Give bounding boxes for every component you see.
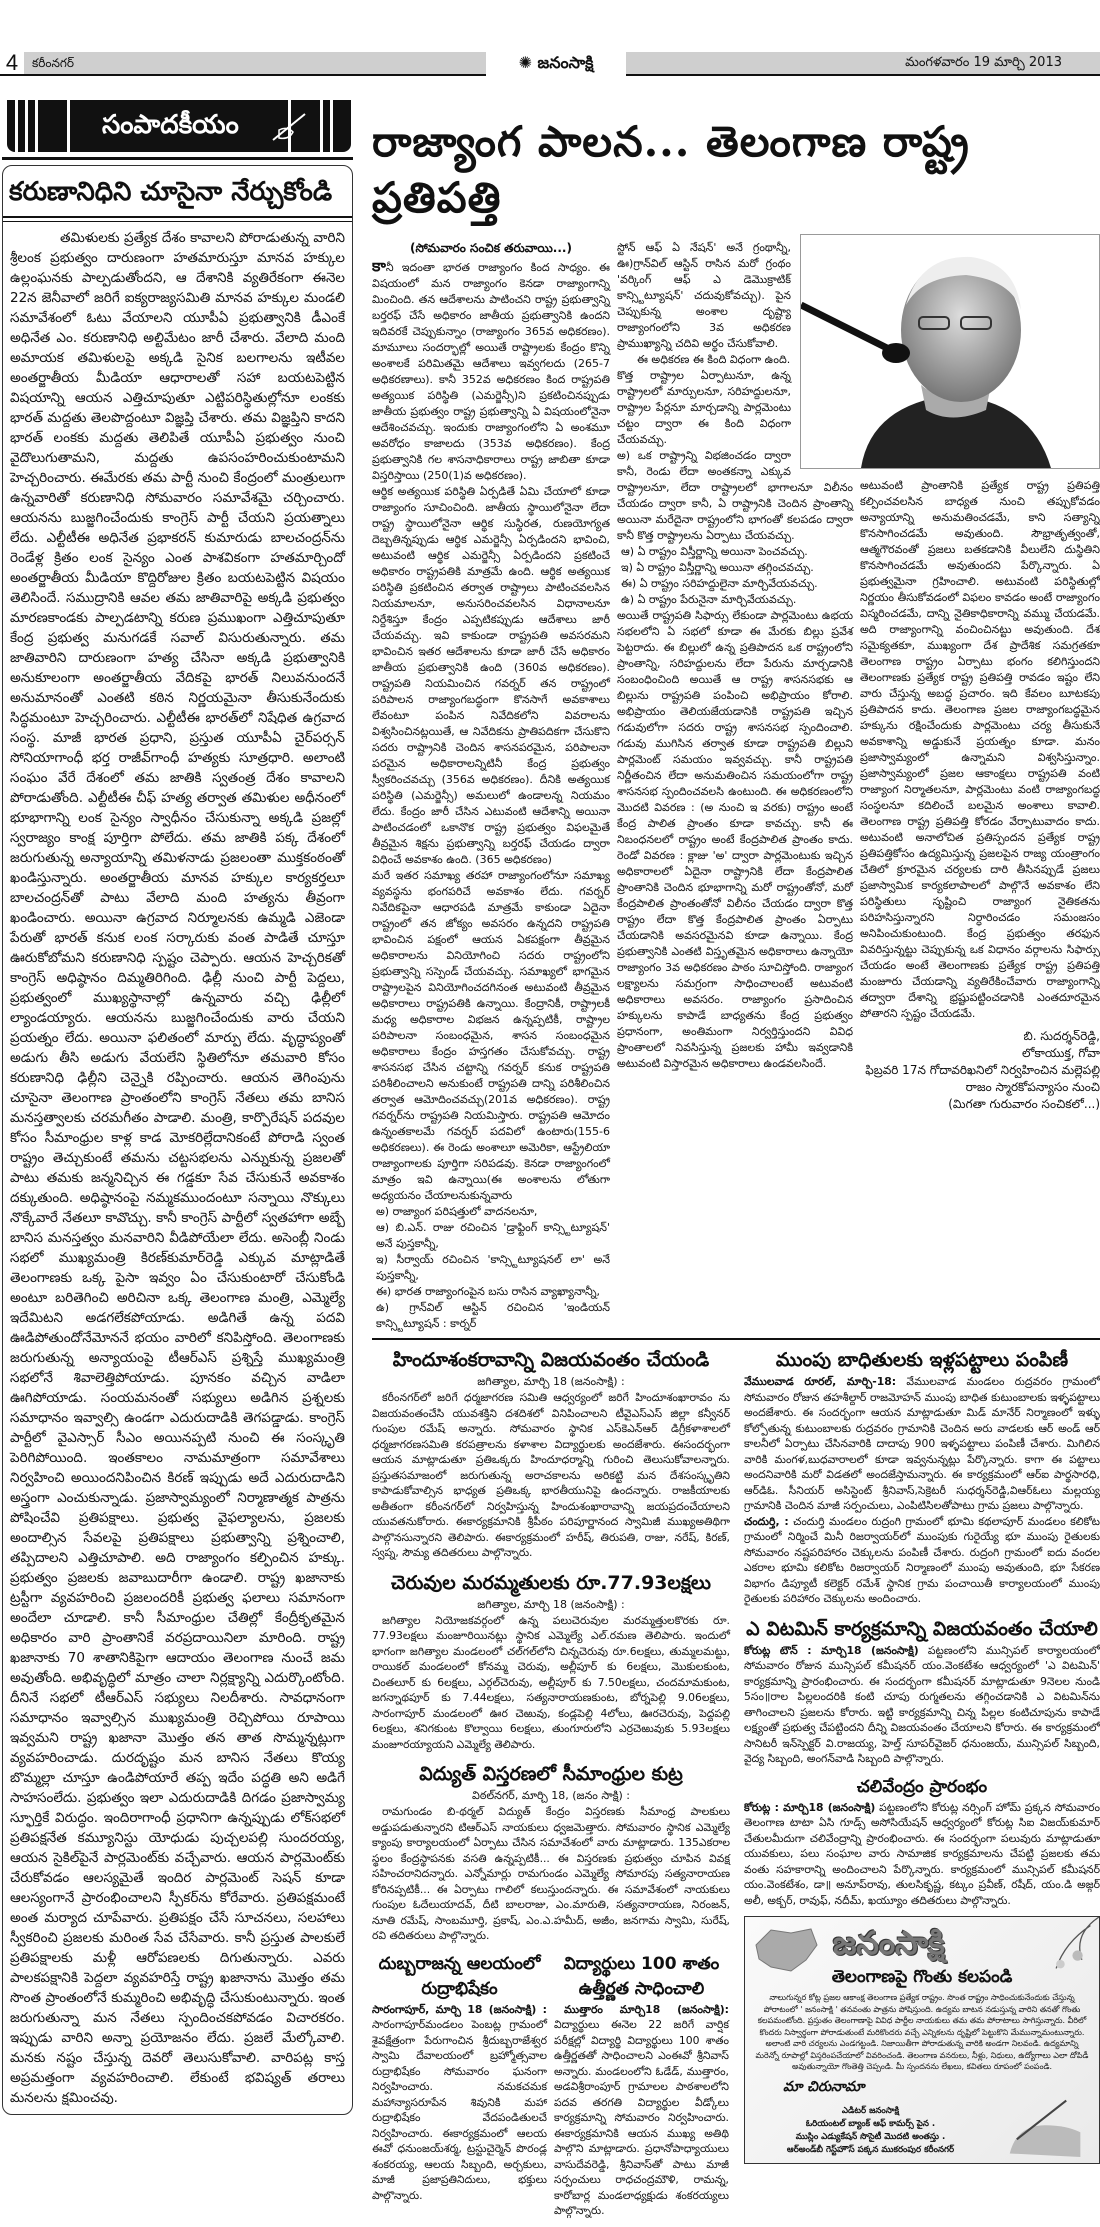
news-story	[372, 1346, 730, 1561]
advert-address	[753, 2105, 988, 2157]
news-story	[554, 1952, 729, 2219]
paragraph: ఈ అధికరణ ఈ కింది విధంగా ఉంది.	[637, 353, 791, 366]
news-headline: చలివేంద్రం ప్రారంభం	[856, 1776, 988, 1797]
news-dateline: కోరుట్ల టౌన్ : మార్చి18 (జనంసాక్షి)	[744, 1643, 919, 1657]
janamsakshi-advert	[744, 1916, 1100, 2164]
author-name: బి. సుదర్శన్‌రెడ్డి,	[1023, 1029, 1100, 1043]
paragraph-text: నీ ఇదంతా భారత రాజ్యాంగం కింద సాధ్యం. ఈ విషయంలో మన రాజ్యాంగం కెనడా రాజ్యాంగాన్ని మించింది. తన ఆదేశాలను పాటించని రాష్ట్ర ప్రభుత్వాన్ని బర్తరఫ్ చేసే అధికారం జాతీయ ప్రభుత్వానికి ఉందని ఇదివరకే చెప్పుకున్నాం (రాజ్యాంగం 365వ అధికరణం). మామూలు సందర్భాల్లో అయితే రాష్ట్రాలకు కేంద్రం కొన్ని అంశాలకే పరిమితమై ఆదేశాలు ఇవ్వగలదు (265-7 అధికరణాలు). కానీ 352వ అధికరణం కింద రాష్ట్రపతి అత్యయిక పరిస్థితి (ఎమర్జెన్సీ)ని ప్రకటించినప్పుడు జాతీయ ప్రభుత్వం రాష్ట్ర ప్రభుత్వాన్ని ఏ విషయంలోనైనా ఆదేశించవచ్చు. ఇందుకు రాజ్యాంగంలోని ఏ అంశమూ అవరోధం కాజాలదు (353వ అధికరణం). కేంద్ర ప్రభుత్వానికి గల శాసనాధికారాలు రాష్ట్ర జాబితా కూడా విస్తరిస్తాయి (250(1)వ అధికరణం).	[372, 261, 610, 482]
paragraph: కరీంనగర్‌లో జరిగే ధర్మజాగరణ సమితి ఆధ్వర్యంలో జరిగే హిందూశంఖారావం ను విజయవంతంచేసి యువశక్తిని దశదిశలో వినిపించాలని టీవైఎస్ఎస్ జిల్లా కన్వీనర్ గుంపుల రమేష్ అన్నారు. సోమవారం స్థానిక ఎస్‌కెఎన్‌ఆర్ డిగ్రీకళాశాలలో ధర్మజాగరణసమితి కరపత్రాలను కళాశాల విద్యార్థులకు అందజేశారు. ఈసందర్భంగా ఆయన మాట్లాడుతూ ప్రతిఒక్కరు హిందూధర్మాన్ని గురించి తెలుసుకోవాలన్నారు. ప్రస్తుతసమాజంలో జరుగుతున్న అరాచకాలను అరికట్టి మన దేశసంస్కృతిని కాపాడుకోవాల్సిన భాధ్యత ప్రతిఒక్క భారతీయునిపై ఉందన్నారు. రాజకీయాలకు అతీతంగా కరీంనగర్‌లో నిర్వహిస్తున్న హిందుశంఖారావాన్ని జయప్రదంచేయాలని యువతనుకోరారు. ఈకార్యక్రమానికి శ్రీపీఠం పరిపూర్ణానంద స్వామిజీ ముఖ్యఅతిథిగా పాల్గొనసున్నారని తెలిపారు. ఈకార్యక్రమంలో హరీష్, తిరుపతి, రాజు, నరేష్, కిరణ్, స్వప్న, సౌమ్య తదితరులు పాల్గొన్నారు.	[372, 1391, 730, 1559]
list-item: ఉ) ఏ రాష్ట్రం పేరునైనా మార్చివేయవచ్చు.	[621, 593, 797, 606]
paragraph: అటువంటి ప్రాంతానికి ప్రత్యేక రాష్ట్ర ప్రతిపత్తి కల్పించవలసిన బాధ్యత నుంచి తప్పుకోవడం అన్యాయాన్ని అనుమతించడమే, కాని సత్యాన్ని కొనసాగించడమే అవుతుంది. సౌభ్రాతృత్వంతో, ఆత్మగౌరవంతో ప్రజలు బతకడానికి వీలులేని దుస్థితిని కొనసాగించడమే అవుతుందని పేర్కొన్నారు. ఏ ప్రభుత్వమైనా గ్రహించాలి. అటువంటి పరిస్థితుల్లో నిర్ణయం తీసుకోవడంలో విఫలం కావడం అంటే రాజ్యాంగం విస్మరించడమే, దాన్ని నైతికాధికారాన్ని వమ్ము చేయడమే. అది రాజ్యాంగాన్ని వంచించినట్టు అవుతుంది. దేశ సమైక్యతకూ, ముఖ్యంగా దేశ ప్రాదేశిక సమగ్రతకూ తెలంగాణ రాష్ట్రం ఏర్పాటు భంగం కలిగిస్తుందని తెలంగాణకు ప్రత్యేక రాష్ట్ర ప్రతిపత్తి రావడం ఇష్టం లేని వారు చేస్తున్న అబద్ధ ప్రచారం. ఇది కేవలం బూటకపు ప్రతిపాదన కాదు. తెలంగాణ ప్రజల రాజ్యాంగబద్ధమైన హక్కును రక్షించేందుకు పార్లమెంటు చర్య తీసుకునే అవకాశాన్ని అడ్డుకునే ప్రయత్నం కూడా. మనం ప్రజాస్వామ్యంలో ఉన్నామని విశ్వసిస్తున్నాం. ప్రజాస్వామ్యంలో ప్రజల ఆకాంక్షలు రాష్ట్రపతి వంటి రాజ్యాంగ నిర్మాతలనూ, పార్లమెంటు వంటి రాజ్యాంగబద్ధ సంస్థలనూ కదిలించే బలమైన అంశాలు కావాలి. తెలంగాణ రాష్ట్ర ప్రతిపత్తి కోరడం వేర్పాటువాదం కాదు. అటువంటి అనాలోచిత ప్రతిస్పందన ప్రత్యేక రాష్ట్ర ప్రతిపత్తికోసం ఉద్యమిస్తున్న ప్రజలపైన రాజ్య యంత్రాంగం చేతిలో క్రూరమైన చర్యలకు దారి తీసినప్పుడే ప్రజలు ప్రజాస్వామిక కార్యకలాపాలలో పాల్గొనే అవకాశం లేని పరిస్థితులు సృష్టించి రాజ్యాంగ నైతికతను పరిహసిస్తున్నారని నిర్ధారించడం సమంజసం అనిపించుకుంటుంది. కేంద్ర ప్రభుత్వం తరఫున వివరిస్తున్నట్టు చెప్పుకున్న ఒక విధానం వర్గాలను సిఫార్సు చేయడం అంటే తెలంగాణకు ప్రత్యేక రాష్ట్ర ప్రతిపత్తి మంజూరు చేయడాన్ని వ్యతిరేకించేవారు రాజ్యాంగాన్ని తద్వారా దేశాన్ని భ్రష్టుపట్టించడానికి ఎంతదూరమైన పోతారని స్పష్టం చేయడమే.	[860, 479, 1100, 1020]
paragraph-text: పట్టణంలోని కోరుట్ల నర్సింగ్ హోమ్ ప్రక్కన సోమవారం తెలంగాణ టాటా ఏసి గూడ్స్ అసోసియేషన్ ఆధ్వర్యంలో కోరుట్ల సిఐ విజయ్‌కుమార్ చేతులమీదుగా చలివేంద్రాన్ని ప్రారంభించారు. ఈ సందర్భంగా పలువురు మాట్లాడుతూ యువకులు, పలు సంఘాల వారు సామాజిక కార్యక్రమాలను చేపట్టి ప్రజలకు తమ వంతు సహకారాన్ని అందించాలని పేర్కొన్నారు. కార్యక్రమంలో మున్సిపల్ కమీషనర్ యం.వెంకటేశం, డా॥ అనూప్‌రావు, తులసికృష్ణ, కట్కం ప్రవీణ్, రషీద్, యం.డి అజ్గర్ అలీ, అక్బర్, రావుఫ్, నదీమ్, ఖయ్యూం తదితరులు పాల్గొన్నారు.	[744, 1800, 1100, 1907]
main-headline: రాజ్యాంగ పాలన... తెలంగాణ రాష్ట్ర ప్రతిపత్తి	[372, 117, 970, 222]
news-headline: చెరువుల మరమ్మతులకు రూ.77.93లక్షలు	[391, 1571, 711, 1594]
paragraph: రామగుండం బి-థర్మల్ విద్యుత్ కేంద్రం విస్తరణకు సీమాంధ్ర పాలకులు అడ్డుపడుతున్నారని టిఆర్‌ఎస్ నాయకులు ధ్వజమెత్తారు. సోమవారం స్థానిక ఎమ్మెల్యే క్యాంపు కార్యాలయంలో ఏర్పాటు చేసిన సమావేశంలో వారు మాట్లాడారు. 135ఎకరాల స్థలం కేంద్రస్థాపనకు వసతి ఉన్నప్పటికీ... ఈ విస్తరణకు ప్రభుత్వం చూపిన వివక్ష సహించరానిదన్నారు. ఎన్నోమార్లు రామగుండం ఎమ్మెల్యే సోమారపు సత్యనారాయణ కోరినప్పటికీ... ఈ ఏర్పాటు గాలిలో కలుస్తుందన్నారు. ఈ సమావేశంలో నాయకులు గుంపుల ఓదేలుయాదవ్, దీటి బాలరాజు, ఎం.మారుతి, సత్యనారాయణ, నిరంజన్, నూతి రమేష్, సాంబమూర్తి, ప్రకాష్, ఎం.ఎ.హమీద్, అజీం, జనగామ స్వామి, సురేష్, రవి తదితరులు పాల్గొన్నారు.	[372, 1805, 730, 1942]
news-story	[744, 1775, 1100, 1909]
paragraph-text: పట్టణంలోని మున్సిపల్ కార్యాలయంలో సోమవారం రోజున మున్సిపల్ కమీషనర్ యం.వెంకటేశం ఆధ్వర్యంలో 'ఎ విటమిన్' కార్యక్రమాన్ని ప్రారంభించారు. ఈ సందర్భంగా కమీషనర్ మాట్లాడుతూ 9నెలల నుండి 5సం॥రాల పిల్లలందరికి కంటి చూపు రుగ్మతలను తగ్గించడానికి ఎ విటమిన్‌ను తాగించాలని ప్రజలను కోరారు. ఇట్టి కార్యక్రమాన్ని చిన్న పిల్లల కంటిచూపును కాపాడే లక్ష్యంతో ప్రభుత్వ చేపట్టిందని దీన్ని విజయవంతం చేయాలని కోరారు. ఈ కార్యక్రమంలో సానిటరీ ఇన్‌స్పెక్టర్ వి.రాజయ్య, హెల్త్ సూపర్‌వైజర్ ధనుంజయ్, మున్సిపల్ సిబ్బంది, వైద్య సిబ్బంది, అంగన్‌వాడి సిబ్బంది పాల్గొన్నారు.	[744, 1643, 1100, 1765]
news-dateline: వేములవాడ రూరల్, మార్చి-18:	[744, 1375, 897, 1388]
editorial-frame	[2, 165, 353, 2115]
news-body	[554, 2002, 729, 2219]
page-header-bar	[0, 52, 1100, 76]
news-dateline: జగిత్యాల, మార్చి 18 (జనంసాక్షి) :	[477, 1597, 625, 1611]
news-dateline: చందుర్తి, :	[744, 1514, 789, 1528]
news-body	[372, 1804, 730, 1944]
address-line: ముస్లిం ఎడ్యుకేషన్ సొసైటీ మొదటి అంతస్తు .	[795, 2131, 946, 2142]
news-dateline: కోరుట్ల : మార్చి18 (జనంసాక్షి)	[744, 1800, 876, 1814]
news-body	[744, 1800, 1100, 1909]
continued-note: (మిగతా గురువారం సంచికలో...)	[948, 1097, 1100, 1111]
list-item: ఈ) ఏ రాష్ట్రం సరిహద్దులైనా మార్చివేయవచ్చు.	[621, 577, 818, 590]
editorial-headline: కరుణానిధిని చూసైనా నేర్చుకోండి	[9, 177, 333, 207]
paragraph: స్టోన్ ఆఫ్ ఏ నేషన్' అనే గ్రంథాన్నీ, ఊ)గ్రాన్‌విల్ ఆస్టిన్ రాసిన మరో గ్రంథం 'వర్కింగ్ ఆఫ్ ఎ డెమొక్రాటిక్ కాన్స్టిట్యూషన్' చదువుకోవచ్చు). పైన చెప్పుకున్న అంశాల దృష్ట్యా రాజ్యాంగంలోని 3వ అధికరణ ప్రాముఖ్యాన్ని చదివి అర్థం చేసుకోవాలి.	[617, 241, 791, 350]
address-line: ఆర్అండ్‌బీ గెస్ట్‌హౌస్ పక్కన ముకరంపుర కరీంనగర్	[786, 2144, 955, 2155]
source-note: ఫిబ్రవరి 17న గోదావరిఖనిలో నిర్వహించిన మల్లెపల్లి రాజం స్మారకోపన్యాసం నుంచి	[865, 1063, 1100, 1094]
news-body	[372, 1390, 730, 1561]
news-dateline: విఠల్‌నగర్, మార్చి 18, (జనం సాక్షి) :	[472, 1789, 630, 1802]
advert-tagline: తెలంగాణపై గొంతు కలపండి	[831, 1967, 1013, 1987]
paragraph: ఆర్థిక అత్యయిక పరిస్థితి ఏర్పడితే ఏమి చేయాలో కూడా రాజ్యాంగం సూచించింది. జాతీయ స్థాయిలోనైనా లేదా రాష్ట్ర స్థాయిలోనైనా ఆర్థిక సుస్థిరత, రుణయోగ్యత దెబ్బతిన్నప్పుడు ఆర్థిక ఎమర్జెన్సీ ఏర్పడిందని భావించి, అటువంటి ఆర్థిక ఎమర్జెన్సీ ఏర్పడిందని ప్రకటించే అధికారం రాష్ట్రపతికి మాత్రమే ఉంది. ఆర్థిక అత్యయిక పరిస్థితి ప్రకటించిన తర్వాత రాష్ట్రాలు పాటించవలసిన నియమాలనూ, అనుసరించవలసిన విధానాలనూ నిర్దేశిస్తూ కేంద్రం ఎప్పటికప్పుడు ఆదేశాలు జారీ చేయవచ్చు. ఇవి కాకుండా రాష్ట్రపతి అవసరమని భావించిన ఇతర ఆదేశాలను కూడా జారీ చేసే అధికారం జాతీయ ప్రభుత్వానికి ఉంది (360వ అధికరణం). రాష్ట్రపతి నియమించిన గవర్నర్ తన రాష్ట్రంలో పరిపాలన రాజ్యాంగబద్ధంగా కొనసాగే అవకాశాలు లేవంటూ పంపిన నివేదికలోని వివరాలను విశ్వసించినట్లయితే, ఆ నివేదికను ప్రాతిపదికగా చేసుకొని సదరు రాష్ట్రానికి చెందిన శాసనపరమైన, పరిపాలనా పరమైన అధికారాలన్నిటినీ కేంద్ర ప్రభుత్వం స్వీకరించవచ్చు (356వ అధికరణం). దీనికి అత్యయిక పరిస్థితి (ఎమర్జెన్సీ) అమలులో ఉండాలన్న నియమం లేదు. కేంద్రం జారీ చేసిన ఎటువంటి ఆదేశాన్ని అయినా పాటించడంలో ఒకానొక రాష్ట్ర ప్రభుత్వం విఫలమైతే తీవ్రమైన శిక్షను ప్రభుత్వాన్ని బర్తరఫ్ చేయడం ద్వారా విధించే అవకాశం ఉంది. (365 అధికరణం)	[372, 485, 610, 866]
pen-writing-icon	[269, 110, 309, 142]
drop-cap: కా	[372, 256, 386, 275]
paragraph	[372, 258, 610, 484]
news-body	[744, 1374, 1100, 1607]
news-headline: విద్యార్థులు 100 శాతం ఉత్తీర్ణత సాధించాలి	[563, 1953, 720, 1999]
news-headline: ఎ విటమిన్ కార్యక్రమాన్ని విజయవంతం చేయాలి	[746, 1617, 1098, 1640]
editorial-banner	[7, 100, 351, 152]
masthead-logo	[486, 50, 626, 76]
divider	[2, 157, 353, 160]
editorial-body	[3, 222, 352, 2108]
news-headline: విద్యుత్ విస్తరణలో సీమాంధ్రుల కుట్ర	[419, 1763, 683, 1785]
news-headline: దుబ్బరాజన్న ఆలయంలో రుద్రాభిషేకం	[378, 1953, 541, 1999]
address-line: ఓరియంటల్ బ్యాంక్ ఆఫ్ కామర్స్ పైన .	[805, 2118, 936, 2129]
article-column-1	[372, 240, 610, 1332]
editorial-label: సంపాదకీయం	[102, 110, 239, 140]
telangana-map-icon	[751, 1925, 821, 1975]
author-title: లోకాయుక్త, గోవా	[1022, 1046, 1100, 1060]
news-story	[372, 1569, 730, 1753]
news-body	[372, 1613, 730, 1753]
floral-decoration-icon	[1039, 1917, 1099, 1977]
continued-note: (సోమవారం సంచిక తరువాయి...)	[410, 241, 572, 255]
issue-date: మంగళవారం 19 మార్చి 2013	[905, 55, 1062, 70]
news-body	[372, 2002, 547, 2204]
news-body	[744, 1643, 1100, 1767]
main-article	[372, 240, 1100, 1332]
paragraph-text: సారంగాపూర్‌మండలం పెంబట్ల గ్రామంలో శైవక్షేత్రంగా పేరుగాంచిన శ్రీదుబ్బరాజేశ్వర స్వామి దేవాలయంలో బ్రహ్మోత్సవాల రుద్రాభిషేకం సోమవారం ఘనంగా నిర్వహించారు. నమకచమక మహాన్యాసరూపేన శివునికి మహా రుద్రాభిషేకం వేదపండితులచే నిర్వహించారు. ఈకార్యక్రమంలో ఆలయ ఈవో ధనుంజయ్‌శర్మ, ట్రస్టుచైర్మెన్ పొరండ్ల శంకరయ్య, ఆలయ సిబ్బంది, అర్చకులు, మాజీ ప్రజాప్రతినిదులు, భక్తులు పాల్గొన్నారు.	[372, 2018, 547, 2202]
news-headline: హిందూశంకరావాన్ని విజయవంతం చేయండి	[392, 1349, 710, 1371]
paragraph-text: వేములవాడ మండలం రుద్రవరం గ్రామంలో సోమవారం రోజున తహశీల్దార్ రాజమోహన్ ముంపు బాధిత కుటుంబాలకు ఇళ్ళపట్టాలు అందజేశారు. ఈ సందర్భంగా ఆయన మాట్లాడుతూ మిడ్ మానేర్ నిర్మాణంలో ఇళ్ళు కోల్పోతున్న కుటుంబాలకు రుద్రవరం గ్రామానికి చెందిన అరు వాడలకు ఆర్ అండ్ ఆర్ కాలనీలో ఏర్పాటు చేసినవారికి దాదాపు 900 ఇళ్ళపట్టాలు పంపిణీ చేశారు. మిగిలిన వారికి మంగళ,బుధవారాలలో కూడా ఇవ్వనున్నట్లు పేర్కొన్నారు. కాగా ఈ పట్టాలు అందనివారికి మరో విడతలో అందజేస్తామన్నారు. ఈ కార్యక్రమంలో ఆర్‌ఐ పార్థసారధి, ఆర్‌డిఓ. సీనియర్ అసిస్టెంట్ శ్రీనివాస్,సెక్రెటరీ సుధర్శన్‌రెడ్డి,విఆర్‌ఓలు మల్లయ్య గ్రామానికి చెందిన మాజీ సర్పంచులు, ఎంపిటిసిలతోపాటు గ్రామ ప్రజలు పాల్గొన్నారు.	[744, 1375, 1100, 1512]
speaker-portrait-image	[801, 235, 1099, 468]
advert-logo: జనంసాక్షి	[833, 1924, 945, 1962]
logo-emblem-icon: ✺	[518, 53, 538, 72]
address-line: ఎడిటర్ జనంసాక్షి	[841, 2105, 900, 2116]
address-heading: మా చిరునామా	[783, 2078, 865, 2095]
section-name: కరీంనగర్	[32, 56, 75, 70]
hand-writing-icon	[988, 2097, 1088, 2157]
news-story	[372, 1760, 730, 1944]
news-dateline: ముత్తారం మార్చి18 (జనంసాక్షి):	[564, 2002, 729, 2016]
list-item: ఇ) సీర్వాయ్ రచించిన 'కాన్స్టిట్యూషనల్ లా' అనే పుస్తకాన్నీ,	[376, 1253, 610, 1282]
divider	[372, 1338, 1100, 1340]
paragraph: తమిళులకు ప్రత్యేక దేశం కావాలని పోరాడుతున్న వారిని శ్రీలంక ప్రభుత్వం దారుణంగా హతమారుస్తూ మానవ హక్కుల ఉల్లంఘనకు పాల్పడుతోందని, ఆ దేశానికి వ్యతిరేకంగా ఈనెల 22న జెనీవాలో జరిగే ఐక్యరాజ్యసమితి మానవ హక్కుల మండలి సమావేశంలో ఓటు వేయాలని యూపీఏ ప్రభుత్వానికి డీఎంకే అధినేత ఎం. కరుణానిధి అల్టిమేటం జారీ చేశారు. వేలాది మంది అమాయక తమిళులపై అక్కడి సైనిక బలగాలను ఇటీవల అంతర్జాతీయ మీడియా ఆధారాలతో సహా బయటపెట్టిన విషయాన్ని ఆయన ఎత్తిచూపుతూ ఎట్టిపరిస్థితుల్లోనూ లంకకు భారత్ మద్దతు తెలపొద్దంటూ విజ్ఞప్తి చేశారు. తమ విజ్ఞప్తిని కాదని భారత్ లంకకు మద్దతు తెలిపితే యూపీఏ ప్రభుత్వం నుంచి వైదొలుగుతామని, మద్దతు ఉపసంహరించుకుంటామని హెచ్చరించారు. ఈమేరకు తమ పార్టీ నుంచి కేంద్రంలో మంత్రులుగా ఉన్నవారితో కరుణానిధి సోమవారం సమావేశమై చర్చించారు. ఆయనను బుజ్జగించేందుకు కాంగ్రెస్ పార్టీ చేయని ప్రయత్నాలు లేదు. ఎల్టీటీఈ అధినేత ప్రభాకరన్ కుమారుడు బాలచంద్రన్‌ను రెండేళ్ల క్రితం లంక సైన్యం ఎంత పాశవికంగా హతమార్చిందో అంతర్జాతీయ మీడియా కొద్దిరోజుల క్రితం బయటపెట్టిన విషయం తెలిసిందే. సముద్రానికి ఆవల తమ జాతివారిపై అక్కడి ప్రభుత్వం మారణకాండకు పాల్పడటాన్ని కరుణ ప్రముఖంగా ఎత్తిచూపుతూ కేంద్ర ప్రభుత్వ మనుగడకే సవాల్ విసురుతున్నారు. తమ జాతివారిని దారుణంగా హత్య చేసినా అక్కడి ప్రభుత్వానికి అనుకూలంగా అంతర్జాతీయ వేదికపై భారత్ నిలువనుందనే అనుమానంతో ఎంతటి కఠిన నిర్ణయమైనా తీసుకునేందుకు సిద్ధమంటూ హెచ్చరించారు. ఎల్టీటీఈ భారత్‌లో నిషేధిత ఉగ్రవాద సంస్థ. మాజీ భారత ప్రధాని, ప్రస్తుత యూపీఏ చైర్‌పర్సన్ సోనియాగాంధీ భర్త రాజీవ్‌గాంధీ హత్యకు సూత్రధారి. అలాంటి సంఘం వేరే దేశంలో తమ జాతికి స్వతంత్ర దేశం కావాలని పోరాడుతోంది. ఎల్టీటీఈ చీఫ్ హత్య తర్వాత తమిళుల అధీనంలో భూభాగాన్ని లంక సైన్యం స్వాధీనం చేసుకున్నా అక్కడి ప్రజల్లో స్వరాజ్యం కాంక్ష పూర్తిగా పోలేదు. తమ జాతికి పక్క దేశంలో జరుగుతున్న అన్యాయాన్ని తమిళనాడు ప్రజలంతా ముక్తకంఠంతో ఖండిస్తున్నారు. అంతర్జాతీయ మానవ హక్కుల కార్యకర్తలూ బాలచంద్రన్‌తో పాటు వేలాది మంది హత్యను తీవ్రంగా ఖండించారు. అయినా ఉగ్రవాద నిర్మూలనకు ఉమ్మడి ఎజెండా పేరుతో భారత్ కనుక లంక సర్కారుకు వంత పాడితే చూస్తూ ఊరుకోబోమని కరుణానిధి స్పష్టం చెప్పారు. ఆయన హెచ్చరికతో కాంగ్రెస్ అధిష్ఠానం దిమ్మతిరిగింది. ఢిల్లీ నుంచి పార్టీ పెద్దలు, ప్రభుత్వంలో ముఖ్యస్థానాల్లో ఉన్నవారు వచ్చి ఢిల్లీలో ల్యాండయ్యారు. ఆయనను బుజ్జగించేందుకు వారు చేయని ప్రయత్నం లేదు. అయినా ఫలితంలో మార్పు లేదు. వృద్ధాప్యంతో అడుగు తీసి అడుగు వేయలేని స్థితిలోనూ తమవారి కోసం కరుణానిధి ఢిల్లీని చెన్నైకి రప్పించారు. ఆయన తెగింపును చూసైనా తెలంగాణ ప్రాంతంలోని కాంగ్రెస్ నేతలు తమ బానిస మనస్తత్వాలకు చరమగీతం పాడాలి. మంత్రి, కార్పొరేషన్ పదవుల కోసం సీమాంధ్రుల కాళ్ల కాడ మోకరిల్లేదానికంటే పోరాడి స్వంత రాష్ట్రం తెచ్చుకుంటే తమను చట్టసభలను ఎన్నుకున్న ప్రజలతో పాటు తమకు జన్మనిచ్చిన ఈ గడ్డకూ సేవ చేసుకునే అవకాశం దక్కుతుంది. అధిష్ఠానంపై నమ్మకముందంటూ సన్నాయి నొక్కులు నొక్కేవారే నేతలూ కావొచ్చు. కానీ కాంగ్రెస్ పార్టీలో స్వతహాగా అబ్బే బానిస మనస్తత్వం మనవారిని వీడిపోయేలా లేదు. అసెంబ్లీ నిండు సభలో ముఖ్యమంత్రి కిరణ్‌కుమార్‌రెడ్డి ఎక్కువ మాట్లాడితే తెలంగాణకు ఒక్క పైసా ఇవ్వం ఏం చేసుకుంటారో చేసుకోండి అంటూ బరితెగించి అరిచినా ఒక్క తెలంగాణ మంత్రి, ఎమ్మెల్యే ఇదేమిటని అడగలేకపోయాడు. అడిగితే ఉన్న పదవి ఊడిపోతుందోనేమోననే భయం వారిలో కనిపిస్తోంది. తెలంగాణకు జరుగుతున్న అన్యాయంపై టీఆర్‌ఎస్ ప్రశ్నిస్తే ముఖ్యమంత్రి సభలోనే శివాలెత్తిపోయాడు. పూనకం వచ్చిన వాడిలా ఊగిపోయాడు. సంయమనంతో సభ్యులు అడిగిన ప్రశ్నలకు సమాధానం ఇవ్వాల్సి ఉండగా ఎదురుదాడికి తెగపడ్డాడు. కాంగ్రెస్ పార్టీలో వైఎస్సార్ సీఎం అయినప్పటి నుంచి ఈ సంస్కృతి పెరిగిపోయింది. ఇంతకాలం నామమాత్రంగా సమావేశాలు నిర్వహించి అయిందనిపించిన కిరణ్ ఇప్పుడు అదే ఎదురుదాడిని అస్త్రంగా ఎంచుకున్నాడు. ప్రజాస్వామ్యంలో నిర్మాణాత్మక పాత్రను పోషించేవి ప్రతిపక్షాలు. ప్రభుత్వ వైఫల్యాలను, ప్రజలకు అందాల్సిన సేవలపై ప్రతిపక్షాలు ప్రభుత్వాన్ని ప్రశ్నించాలి, తప్పిదాలని ఎత్తిచూపాలి. అది రాజ్యాంగం కల్పించిన హక్కు. ప్రభుత్వం ప్రజలకు జవాబుదారీగా ఉండాలి. రాష్ట్ర ఖజానాకు ట్రస్టీగా వ్యవహరించి ప్రజలందరికీ ప్రభుత్వ ఫలాలు సమానంగా అందేలా చూడాలి. కానీ సీమాంధ్రుల చేతిల్లో కేంద్రీకృతమైన అధికారం వారి ప్రాంతానికే వరప్రదాయినిలా మారింది. రాష్ట్ర ఖజానాకు 70 శాతానికిపైగా ఆదాయం తెలంగాణ నుంచే జమ అవుతోంది. అభివృద్ధిలో మాత్రం చాలా నిర్లక్ష్యాన్ని ఎదుర్కొంటోంది. దీనినే సభలో టీఆర్‌ఎస్ సభ్యులు నిలదీశారు. సావధానంగా సమాధానం ఇవ్వాల్సిన ముఖ్యమంత్రి రెచ్చిపోయి రూపాయి ఇవ్వమని రాష్ట్ర ఖజానా మొత్తం తన తాత సొమ్మన్నట్లుగా వ్యవహరించాడు. దురదృష్టం మన బానిస నేతలు కొయ్య బొమ్మల్లా చూస్తూ ఉండిపోయారే తప్ప ఇదేం పద్ధతి అని అడిగే సాహసంలేదు. ప్రభుత్వం ఇలా ఎదురుదాడికి దిగడం ప్రజాస్వామ్య స్ఫూర్తికే విరుద్ధం. ఇందిరాగాంధీ ప్రధానిగా ఉన్నప్పుడు లోక్‌సభలో ప్రతిపక్షనేత కమ్యూనిస్టు యోధుడు పుచ్చలపల్లి సుందరయ్య, ఆయన సైకిల్‌పైనే పార్లమెంట్‌కు వచ్చేవారు. ఆయన పార్లమెంట్‌కు చేరుకోవడం ఆలస్యమైతే ఇందిర పార్లమెంట్ సెషన్ కూడా ఆలస్యంగానే ప్రారంభించాలని స్పీకర్‌ను కోరేవారు. ప్రతిపక్షమంటే అంత మర్యాద చూపేవారు. ప్రతిపక్షం చేసే సూచనలు, సలహాలు స్వీకరించి ప్రజలకు మరింత సేవ చేసేవారు. కానీ ప్రస్తుత పాలకులే ప్రతిపక్షాలకు మళ్లీ ఆరోపణలకు దిగుతున్నారు. ఎవరు పాలకపక్షానికి పెద్దలా వ్యవహరిస్తే రాష్ట్ర ఖజానాను మొత్తం తమ సొంత ప్రాంతంలోనే కుమ్మరించి అభివృద్ధి చేసుకుంటున్నారు. ఇంత జరుగుతున్నా మన నేతలు స్పందించకపోవడం విచారకరం. ఇప్పుడు వారిని అన్నా ప్రయోజనం లేదు. ప్రజలే మేల్కోవాలి. మనకు నష్టం చేస్తున్న దెవరో తెలుసుకోవాలి. వారిపట్ల కాస్త అప్రమత్తంగా వ్యవహరించాలి. లేకుంటే భవిష్యత్ తరాలు మనలను క్షమించవు.	[10, 230, 345, 2106]
list-item: అ) రాజ్యాంగ పరిషత్తులో వాదనలనూ,	[376, 1205, 538, 1218]
news-dateline: సారంగాపూర్, మార్చి 18 (జనంసాక్షి) :	[372, 2002, 547, 2016]
paragraph-text: విద్యార్థులు ఈనెల 22 జరిగే వార్షిక పరీక్షల్లో విద్యార్థి విద్యార్థులు 100 శాతం ఉత్తీర్ణతతో సాధించాలని ఎంఈవో శ్రీనివాస్ అన్నారు. మండలంలోని ఓడేడ్, ముత్తారం, అడవిశ్రీరాంపూర్ గ్రామాలల పాఠశాలలోని పదవ తరగతి విద్యార్థుల వీడ్కోలు కార్యక్రమాన్ని సోమవారం నిర్వహించారు. ఈకార్యక్రమానికి ఆయన ముఖ్య అతిథి పాల్గొని మాట్లాడారు. ప్రధానోపాధ్యాయులు వాసుదేవరెడ్డి, శ్రీనివాస్‌తో పాటు మాజీ సర్పంచులు రాధచంద్రమౌళి, రామన్న, కారోబార్ల మండలాధ్యక్షుడు శంకరయ్యలు పాల్గొన్నారు.	[554, 2018, 729, 2217]
paragraph: అ) ఒక రాష్ట్రాన్ని విభజించడం ద్వారా కానీ, రెండు లేదా అంతకన్నా ఎక్కువ రాష్ట్రాలనూ, లేదా రాష్ట్రాలలో భాగాలనూ విలీనం చేయడం ద్వారా కానీ, ఏ రాష్ట్రానికి చెందిన ప్రాంతాన్ని అయినా మరేదైనా రాష్ట్రంలోని భాగంతో కలపడం ద్వారా కానీ కొత్త రాష్ట్రాలను ఏర్పాటు చేయవచ్చు.	[617, 449, 853, 542]
editorial-column	[2, 100, 353, 2115]
paragraph: కొత్త రాష్ట్రాల ఏర్పాటునూ, ఉన్న రాష్ట్రాలలో మార్పులనూ, సరిహద్దులనూ, రాష్ట్రాల పేర్లనూ మార్చడాన్ని పార్లమెంటు చట్టం ద్వారా ఈ కింది విధంగా చేయవచ్చు.	[617, 369, 791, 446]
news-dateline: జగిత్యాల, మార్చి 18 (జనంసాక్షి) :	[477, 1375, 625, 1388]
list-item: ఇ) ఏ రాష్ట్రం విస్తీర్ణాన్ని అయినా తగ్గించవచ్చు.	[621, 561, 814, 574]
paragraph: మరే ఇతర సమాఖ్య తరహా రాజ్యాంగంలోనూ సమాఖ్య వ్యవస్థను భంగపరిచే అవకాశం లేదు. గవర్నర్ నివేదికపైనా ఆధారపడి మాత్రమే కాకుండా ఏదైనా రాష్ట్రంలో తన జోక్యం అవసరం ఉన్నదని రాష్ట్రపతి భావించిన పక్షంలో ఆయన ఏకపక్షంగా తీవ్రమైన అధికారాలను వినియోగించి సదరు రాష్ట్రంలోని ప్రభుత్వాన్ని సస్పెండ్ చేయవచ్చు. సమాఖ్యలో భాగమైన రాష్ట్రాలపైన వినియోగించదగినంత అటువంటి తీవ్రమైన అధికారాలు రాష్ట్రపతికి ఉన్నాయి. కేంద్రానికీ, రాష్ట్రాలకీ మధ్య అధికారాల విభజన ఉన్నప్పటికీ, రాష్ట్రాల పరిపాలనా సంబంధమైన, శాసన సంబంధమైన అధికారాలు కేంద్రం హస్తగతం చేసుకోవచ్చు. రాష్ట్ర శాసనసభ చేసిన చట్టాన్ని గవర్నర్ కనుక రాష్ట్రపతి పరిశీలించాలని అనుకుంటే రాష్ట్రపతి దాన్ని పరిశీలించిన తర్వాత ఆమోదించవచ్చు(201వ అధికరణం). రాష్ట్ర గవర్నర్‌ను రాష్ట్రపతి నియమిస్తారు. రాష్ట్రపతి ఆమోదం ఉన్నంతకాలమే గవర్నర్ పదవిలో ఉంటారు(155-6 అధికరణలు). ఈ రెండు అంశాలూ అమెరికా, ఆస్ట్రేలియా రాజ్యాంగాలకు పూర్తిగా సరిపడవు. కెనడా రాజ్యాంగంలో మాత్రం ఇవి ఉన్నాయి(ఈ అంశాలను లోతుగా అధ్యయనం చేయాలనుకున్నవారు	[372, 869, 610, 1202]
page-number: 4	[0, 52, 24, 74]
author-photo	[800, 234, 1100, 469]
news-story	[744, 1346, 1100, 1607]
paragraph-text: చందుర్తి మండలం రుద్రంగి గ్రామంలో భూమి కథలాపూర్ మండలం కలికోట గ్రామంలో నిర్మించే మినీ రిజర్వాయర్‌లో ముంపుకు గురైయ్యే భూ ముంపు రైతులకు సోమవారం నష్టపరిహారం చెక్కులను పంపిణీ చేశారు. రుద్రంగి గ్రామంలో ఐదు వందల ఎకరాల భూమి కలికోట రిజర్వాయర్ నిర్మాణంలో ముంపు అవుతుంది, భూ సేకరణ విభాగం డిప్యూటీ కలెక్టర్ రమేశ్ స్థానిక గ్రామ పంచాయితీ కార్యాలయంలో ముంపు రైతులకు పరిహారం చెక్కులను అందించారు.	[744, 1514, 1100, 1605]
news-story	[744, 1615, 1100, 1767]
list-item: ఈ) భారత రాజ్యాంగంపైన బసు రాసిన వ్యాఖ్యానాన్నీ,	[376, 1285, 600, 1298]
paragraph: అయితే రాష్ట్రపతి సిఫార్సు లేకుండా పార్లమెంటు ఉభయ సభలలోని ఏ సభలో కూడా ఈ మేరకు బిల్లు ప్రవేశ పెట్టరాదు. ఈ బిల్లులో ఉన్న ప్రతిపాదన ఒక రాష్ట్రంలోని ప్రాంతాన్ని, సరిహద్దులను లేదా పేరును మార్చడానికి సంబంధించింది అయితే ఆ రాష్ట్ర శాసనసభకు ఆ బిల్లును రాష్ట్రపతి పంపించి అభిప్రాయం కోరాలి. అభిప్రాయం తెలియజేయడానికి రాష్ట్రపతి ఇచ్చిన గడువులోగా సదరు రాష్ట్ర శాసనసభ స్పందించాలి. గడువు ముగిసిన తర్వాత కూడా రాష్ట్రపతి బిల్లుని పార్లమెంట్ సమయం ఇవ్వవచ్చు. కానీ రాష్ట్రపతి నిర్ణీతంచిన లేదా అనుమతించిన సమయంలోగా రాష్ట్ర శాసనసభ స్పందించవలసి ఉంటుంది. ఈ అధికరణంలోని మొదటి వివరణ : (అ నుంచి ఇ వరకు) రాష్ట్రం అంటే కేంద్ర పాలిత ప్రాంతం కూడా కావచ్చు. కానీ ఈ నిబంధనలలో రాష్ట్రం అంటే కేంద్రపాలిత ప్రాంతం కాదు. రెండో వివరణ : క్లాజు 'అ' ద్వారా పార్లమెంటుకు ఇచ్చిన అధికారాలలో ఏదైనా రాష్ట్రానికి లేదా కేంద్రపాలిత ప్రాంతానికి చెందిన భూభాగాన్ని మరో రాష్ట్రంతోనో, మరో కేంద్రపాలిత ప్రాంతంతోనో విలీనం చేయడం ద్వారా కొత్త రాష్ట్రం లేదా కొత్త కేంద్రపాలిత ప్రాంతం ఏర్పాటు చేయడానికి అవసరమైనవి కూడా ఉన్నాయి. కేంద్ర ప్రభుత్వానికి ఎంతటి విస్తృతమైన అధికారాలు ఉన్నాయో రాజ్యాంగం 3వ అధికరణం పాఠం సూచిస్తోంది. రాజ్యాంగ లక్ష్యాలను సమగ్రంగా సాధించాలంటే అటువంటి అధికారాలు అవసరం. రాజ్యాంగం ప్రసాదించిన హక్కులను కాపాడే బాధ్యతను కేంద్ర ప్రభుత్వం ప్రధానంగా, అంతిమంగా నిర్వర్తిస్తుందని వివిధ ప్రాంతాలలో నివసిస్తున్న ప్రజలకు హామీ ఇవ్వడానికి అటువంటి విస్తారమైన అధికారాలు ఉండవలసిందే.	[617, 609, 853, 1070]
advert-text: నాలుగున్నర కోట్ల ప్రజల ఆకాంక్ష తెలంగాణ ప్రత్యేక రాష్ట్రం. సొంత రాష్ట్రం సాధించుకునేందుకు చేస్తున్న పోరాటంలో ' జనంసాక్షి ' తనవంతు పాత్రను పోషిస్తుంది. ఉద్యమ బాటన నడుస్తున్న వారిని తనతో గొంతు కలపమంటోంది. ప్రస్తుతం తెలంగాణాపై వివిధ పార్టీల నాయకులు తమ తమ పోరాటాలు సాగిస్తున్నారు. వీరిలో కొందరు నిస్వార్థంగా పోరాడుతుంటే మరికొందరు వచ్చే ఎన్నికలను దృష్టిలో పెట్టుకొని మేమున్నామంటున్నారు. అలాంటి వారి చర్యలను ఎండగట్టండి. నిజాయితీగా పోరాడుతున్న వారికి అండగా నిలవండి. ఉద్యమాన్ని మరెన్నో రూపాల్లో విస్తరింపచేయాలో వివరించండి. తెలంగాణ వనరులు, నీళ్లు, నిధులు, ఉద్యోగాలు ఎలా దోపిడీ అవుతున్నాయో గొంతెత్తి చెప్పండి. మీ స్పందనను లేఖలు, కవితలు రూపంలో పంపండి.	[755, 1993, 1089, 2071]
paragraph: జగిత్యాల నియోజకవర్గంలో ఉన్న పలుచెరువుల మరమ్మత్తులకొరకు రూ. 77.93లక్షలు మంజూరియినట్లు స్థానిక ఎమ్మెల్యే ఎల్.రమణ తెలిపారు. ఇందులో భాగంగా జగిత్యాల మండలంలో చల్‌గల్‌లోని చిన్నచెరువు రూ.6లక్షలు, తుమ్మలమట్టు, రాయికల్ మండలంలో కోనమ్మ చెరువు, అల్లీపూర్ కు 6లక్షలు, మొకులకుంట, చింతలూర్ కు 6లక్షలు, ఎర్గల్‌చెరువు, అల్లీపూర్ కు 7.50లక్షలు, చందమామకుంట, జగన్నాథపూర్ కు 7.44లక్షలు, సత్యనారాయణకుంట, బోర్నపెల్లి 9.06లక్షలు, సారంగాపూర్ మండలంలో ఊర చెఱువు, కండ్లపెల్లి 4లోలు, ఊరచెరువు, పెద్దపల్లి 6లక్షలు, శనిగకుంట కొల్వాయి 6లక్షలు, తుంగూరులోని ఎర్రచెఱువుకు 5.93లక్షలు మంజూరయ్యాయని ఎమ్మెల్యే తెలిపారు.	[372, 1613, 730, 1751]
news-headline: ముంపు బాధితులకు ఇళ్లపట్టాలు పంపిణీ	[775, 1349, 1069, 1371]
news-story	[372, 1952, 547, 2204]
masthead-text: జనంసాక్షి	[537, 53, 594, 72]
list-item: ఉ) గ్రాన్‌విల్ ఆస్టిన్ రచించిన 'ఇండియన్ కాన్స్టిట్యూషన్ : కార్నర్	[376, 1301, 610, 1330]
list-item: ఆ) ఏ రాష్ట్రం విస్తీర్ణాన్ని అయినా పెంచవచ్చు.	[621, 545, 808, 558]
list-item: ఆ) బి.ఎన్. రాజు రచించిన 'డ్రాఫ్టింగ్ కాన్స్టిట్యూషన్' అనే పుస్తకాన్నీ,	[376, 1221, 610, 1250]
